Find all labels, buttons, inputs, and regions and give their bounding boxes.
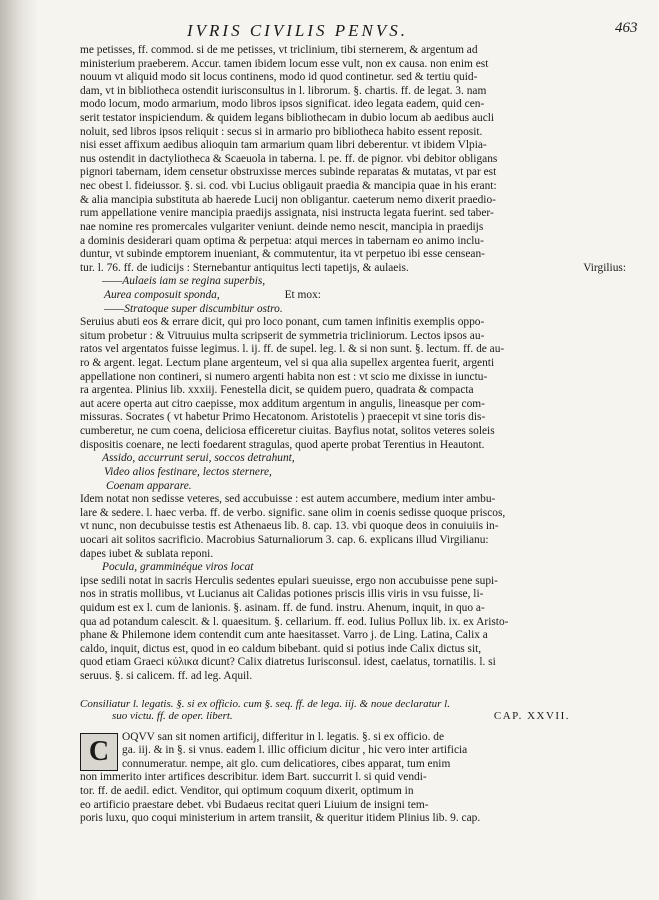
page-header [0, 18, 659, 42]
virgilius-label: Virgilius: [583, 261, 626, 274]
paragraph-block-3 [80, 493, 640, 561]
text-line: situm probetur : & Vitruuius multa scripserit de symmetria tricliniorum. Lectos ipsos au- [80, 329, 485, 342]
text-line-virgilius [80, 262, 640, 276]
text-line: modo locum, modo armarium, modo libros ipsos significat. ideo legata eadem, quid cen- [80, 98, 485, 111]
chapter-title-line [80, 710, 640, 723]
text-line: nae nomine res promercales vulgariter veniunt. deinde nemo nescit, mancipia in praedijs [80, 220, 484, 233]
dropcap-letter: C [88, 735, 110, 767]
text-line: pignori tabernam, idem censetur obstruxisse merces subinde reparatas & mutatas, vt par est [80, 166, 497, 179]
text-line: rum appellatione venire mancipia praedijs assignata, nisi instructa legata fuerint. sed taber- [80, 207, 494, 220]
text-line: uocari ait solitos sacrificio. Macrobius Saturnaliorum 3. cap. 6. explicans illud Virgilianu: [80, 533, 489, 546]
chapter-number: CAP. XXVII. [493, 710, 570, 723]
chapter-title-text: suo victu. ff. de oper. libert. [112, 710, 233, 723]
text-line: seruus. §. si calicem. ff. ad leg. Aquil. [80, 670, 253, 683]
running-head: IVRIS CIVILIS PENVS. [187, 21, 408, 40]
verse-line: Video alios festinare, lectos sternere, [104, 465, 272, 478]
binding-gutter [0, 0, 38, 900]
paragraph-block-2 [80, 316, 640, 452]
text-line: Idem notat non sedisse veteres, sed accubuisse : est autem accumbere, medium inter ambu- [80, 493, 496, 506]
verse-line: Coenam apparare. [106, 479, 192, 492]
text-line: vt nunc, non decubuisse testis est Athenaeus lib. 8. cap. 13. vbi quoque deos in conuiuiis in- [80, 520, 499, 533]
text-line: lare & sedere. l. haec verba. ff. de verbo. signific. sane olim in coenis sedisse quoque priscos, [80, 506, 506, 519]
verse-line [80, 289, 640, 303]
text-line: ro & argent. legat. Lectum plane argenteum, vel si qua alia supellex argentea fuerit, argenti [80, 357, 495, 370]
text-line: duntur, vt subinde emptorem inueniant, & commutentur, ita vt perpetuo ibi esse censean- [80, 248, 485, 261]
text-line: poris luxu, quo coqui ministerium in artem transiit, & queritur itidem Plinius lib. 9. cap. [80, 812, 481, 825]
text-line: quidum est ex l. cum de lanionis. §. asinam. ff. de fund. instru. Ahenum, inquit, in quo a- [80, 601, 485, 614]
text-line: dispositis coenare, ne lecti foedarent stragulas, quod aperte probat Terentius in Heautont. [80, 438, 485, 451]
text-line: ra argentea. Plinius lib. xxxiij. Fenestella dicit, se quidem puero, quadrata & compacta [80, 384, 474, 397]
text-line: eo artificio praestare debet. vbi Budaeus recitat queri Liuium de insigni tem- [80, 798, 429, 811]
text-line: connumeratur. nempe, ait glo. cum delicatiores, cibes apparat, tum enim [122, 757, 451, 770]
text-line: OQVV san sit nomen artificij, differitur in l. legatis. §. si ex officio. de [122, 730, 445, 743]
text-line: nisi esset affixum aedibus alioquin tam armarium quam libri deberentur. vt ibidem Vlpia- [80, 139, 487, 152]
paragraph-block-4 [80, 575, 640, 684]
text-line: a dominis desiderari quam optima & perpetua: atqui merces in tabernam eo animo inclu- [80, 234, 484, 247]
text-line: & alia mancipia substituta ab haerede Lucij non obligantur. caeterum nemo dixerit praedio- [80, 193, 496, 206]
paragraph-block-5 [80, 731, 640, 826]
verse-text: Aurea composuit sponda, [104, 288, 220, 301]
text-line: aut acere operta aut citro caepisse, mox additum argentum in angulis, lineasque per com- [80, 397, 485, 410]
text-line: noluit, sed libros ipsos reliquit : secus si in armario pro bibliotheca habito essent reposit. [80, 125, 483, 138]
verse-line [80, 275, 640, 289]
verse-text: Pocula, gramminéque viros locat [102, 561, 254, 574]
text-line: phane & Philemone idem contendit cum ante haesitasset. Varro j. de Ling. Latina, Calix a [80, 629, 488, 642]
verse-text: ——Stratoque super discumbitur ostro. [104, 302, 283, 315]
text-line: qua ad potandum calescit. & l. quaesitum. §. cellarium. ff. eod. Iulius Pollux lib. ix. ex Aristo- [80, 615, 509, 628]
text-line: cumberetur, ne cum coena, deliciosa efficeretur ciuitas. Bayfius notat, solitos veteres soleis [80, 425, 495, 438]
verse-line [80, 561, 640, 575]
page-body [80, 44, 640, 826]
text-line: nus ostendit in dactyliotheca & Scaeuola in taberna. l. pe. ff. de pignor. vbi debitor obligans [80, 152, 498, 165]
text-line: dapes iubet & sublata reponi. [80, 547, 214, 560]
text-line: me petisses, ff. commod. si de me petisses, vt triclinium, tibi sternerem, & argentum ad [80, 44, 478, 56]
text-line: ratos vel argentatos fuisse legimus. l. ij. ff. de supel. leg. l. & si non sunt. §. lectum. ff. de au- [80, 343, 505, 356]
chapter-title-line: Consiliatur l. legatis. §. si ex officio. cum §. seq. ff. de lega. iij. & noue declaratur l. [80, 697, 450, 710]
paragraph-block-1 [80, 44, 640, 262]
dropcap-initial [80, 733, 118, 771]
chapter-heading [80, 698, 640, 723]
text-line: quod etiam Graeci κύλικα dicunt? Calix diatretus Iurisconsul. idest, caelatus, tornatilis. l. si [80, 656, 496, 669]
et-mox-label: Et mox: [284, 288, 321, 301]
text-line: appellatione non contineri, si numero argenti habita non est : vt scio me dixisse in iunctu- [80, 370, 488, 383]
verse-line [80, 303, 640, 317]
text-line: serit testator inspiciendum. & quidem legans bibliothecam in dubio locum ab aedibus aucli [80, 112, 495, 125]
text-line: ga. iij. & in §. si vnus. eadem l. illic officium dicitur , hic vero inter artificia [122, 744, 468, 757]
chapter-body [80, 731, 640, 826]
text-line: nos in stratis mollibus, vt Lucianus ait Calidas potiones priscis illis viris in vsu fuisse, li- [80, 588, 484, 601]
text-line: ipse sedili notat in sacris Herculis sedentes epulari sueuisse, ergo non accubuisse pene supi- [80, 574, 498, 587]
text-line: dam, vt in bibliotheca ostendit iurisconsultus in l. librorum. §. chartis. ff. de legat. 3. nam [80, 84, 487, 97]
verse-text: ——Aulaeis iam se regina superbis, [102, 275, 266, 288]
text-line: ministerium praeberem. Accur. tamen ibidem locum esse vult, non ex causa. non enim est [80, 57, 489, 70]
text-line: caldo, inquit, dictus est, quod in eo caldum bibebant. quid si potius inde Calix dictus sit, [80, 642, 482, 655]
text-line: Seruius abuti eos & errare dicit, qui pro loco ponant, cum tamen infinitis exemplis oppo- [80, 316, 485, 329]
line-text: tur. l. 76. ff. de iudicijs : Sternebantur antiquitus lecti tapetijs, & aulaeis. [80, 261, 409, 274]
text-line: nec obest l. fideiussor. §. si. cod. vbi Lucius obligauit praedia & mancipia quae in his erant: [80, 180, 497, 193]
text-line: missuras. Socrates ( vt habetur Primo Hecatonom. Aristotelis ) praecepit vt sine toris dis- [80, 411, 486, 424]
verse-block-terentius [80, 452, 640, 493]
verse-line: Assido, accurrunt serui, soccos detrahunt, [102, 452, 295, 465]
page-number: 463 [615, 20, 638, 36]
text-line: tor. ff. de aedil. edict. Venditor, qui optimum coquum dixerit, optimum in [80, 785, 414, 798]
text-line: nouum vt aliquid modo sit locus continens, modo id quod continetur. sed & tertiu quid- [80, 71, 478, 84]
text-line: non immerito inter artifices describitur. idem Bart. succurrit l. si quid vendi- [80, 771, 427, 784]
